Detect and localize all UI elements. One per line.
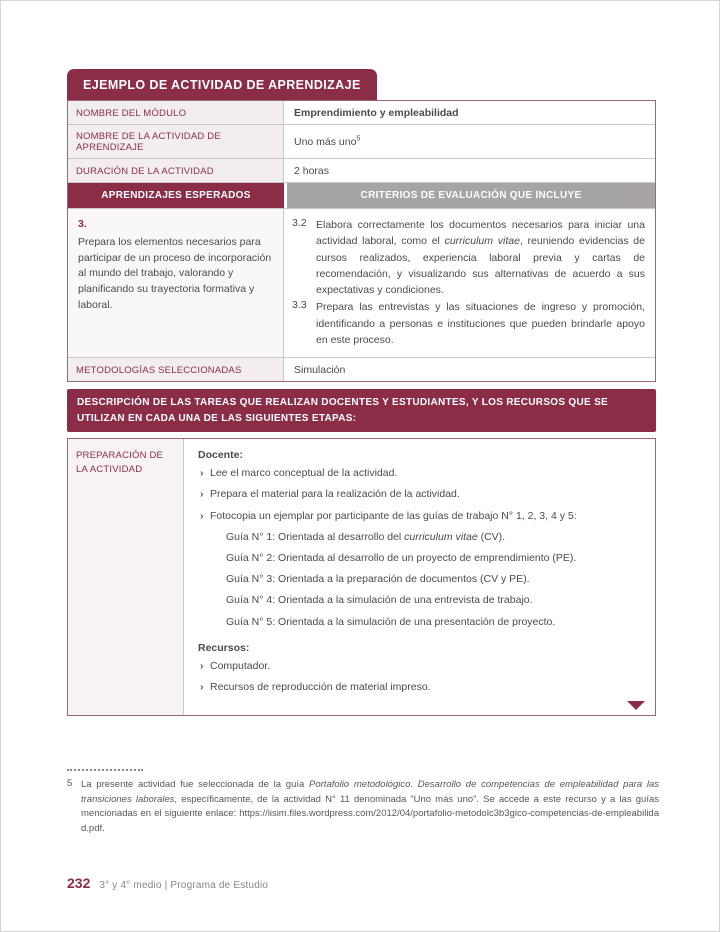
learning-content-row bbox=[68, 208, 655, 357]
activity-name-value bbox=[284, 125, 655, 158]
list-item bbox=[200, 466, 641, 481]
criterion-item bbox=[292, 217, 645, 298]
criterion-number: 3.3 bbox=[292, 299, 307, 312]
list-item bbox=[200, 509, 641, 524]
footnote-url[interactable]: https://iisim.files.wordpress.com/2012/04/portafolio-metodolc3b3gico-competencias-de-empleabilidad.pdf. bbox=[81, 808, 659, 835]
chevron-bullet-icon: › bbox=[200, 509, 204, 522]
docente-bullet-text: Lee el marco conceptual de la actividad. bbox=[210, 467, 398, 480]
list-item bbox=[200, 487, 641, 502]
footnote-separator bbox=[67, 769, 143, 771]
learning-header-row bbox=[68, 182, 655, 208]
module-name-value bbox=[284, 101, 655, 124]
criterion-text: Prepara las entrevistas y las situaciones de ingreso y promoción, identificando a personas e instituciones que pueden brindarle apoyo en este proceso. bbox=[316, 301, 645, 346]
learning-objective-number: 3. bbox=[78, 218, 87, 230]
page-footer bbox=[67, 875, 268, 891]
preparation-table bbox=[67, 438, 656, 716]
docente-heading: Docente: bbox=[198, 449, 243, 462]
recursos-heading: Recursos: bbox=[198, 641, 250, 654]
chevron-bullet-icon: › bbox=[200, 681, 204, 694]
main-content bbox=[67, 69, 656, 716]
continuation-arrow-icon bbox=[627, 701, 645, 710]
chevron-bullet-icon: › bbox=[200, 488, 204, 501]
duration-value: 2 horas bbox=[294, 165, 330, 177]
list-item bbox=[200, 659, 641, 674]
criterion-text: Elabora correctamente los documentos necesarios para iniciar una actividad laboral, como el curriculum vitae, reuniendo evidencias de cursos realizados, experiencia laboral previa y cartas de recomendación, y visualizando sus alternativas de acuerdo a sus expectativas y condiciones. bbox=[316, 219, 645, 297]
table-row bbox=[68, 101, 655, 124]
learning-objective-text: Prepara los elementos necesarios para participar de un proceso de incorporación al mundo del trabajo, valorando y planificando su trayectoria formativa y laboral. bbox=[78, 235, 272, 311]
evaluation-criteria-cell bbox=[284, 209, 655, 357]
aprendizajes-header: APRENDIZAJES ESPERADOS bbox=[68, 183, 284, 208]
page-number: 232 bbox=[67, 875, 91, 891]
table-row bbox=[68, 158, 655, 182]
chevron-bullet-icon: › bbox=[200, 659, 204, 672]
methodology-label: METODOLOGÍAS SELECCIONADAS bbox=[68, 358, 284, 381]
docente-bullet-text: Fotocopia un ejemplar por participante de las guías de trabajo N° 1, 2, 3, 4 y 5: bbox=[210, 509, 577, 522]
guide-item: Guía N° 4: Orientada a la simulación de una entrevista de trabajo. bbox=[226, 594, 533, 607]
criterios-header: CRITERIOS DE EVALUACIÓN QUE INCLUYE bbox=[284, 183, 655, 208]
recursos-bullet-text: Computador. bbox=[210, 659, 271, 672]
criterion-number: 3.2 bbox=[292, 217, 307, 229]
preparation-stage-label: PREPARACIÓN DE LA ACTIVIDAD bbox=[68, 439, 184, 715]
activity-name-text: Uno más uno$^5$ bbox=[294, 135, 361, 148]
expected-learning-cell bbox=[68, 209, 284, 357]
guide-item: Guía N° 3: Orientada a la preparación de documentos (CV y PE). bbox=[226, 573, 530, 586]
methodology-row bbox=[68, 357, 655, 381]
tasks-description-banner: DESCRIPCIÓN DE LAS TAREAS QUE REALIZAN DOCENTES Y ESTUDIANTES, Y LOS RECURSOS QUE SE UTILIZAN EN CADA UNA DE LAS SIGUIENTES ETAPAS: bbox=[67, 389, 656, 432]
duration-label: DURACIÓN DE LA ACTIVIDAD bbox=[68, 159, 284, 182]
footnote-section bbox=[67, 769, 659, 837]
preparation-content bbox=[184, 439, 655, 715]
list-item bbox=[200, 680, 641, 695]
activity-info-table bbox=[67, 100, 656, 382]
guide-item: Guía N° 5: Orientada a la simulación de una presentación de proyecto. bbox=[226, 615, 556, 628]
chevron-bullet-icon: › bbox=[200, 467, 204, 480]
footer-text: 3° y 4° medio | Programa de Estudio bbox=[99, 880, 269, 891]
footnote-item bbox=[67, 778, 659, 837]
module-name-label: NOMBRE DEL MÓDULO bbox=[68, 101, 284, 124]
activity-name-label: NOMBRE DE LA ACTIVIDAD DE APRENDIZAJE bbox=[68, 125, 284, 158]
guide-item: Guía N° 1: Orientada al desarrollo del curriculum vitae (CV). bbox=[226, 530, 506, 543]
docente-bullet-text: Prepara el material para la realización de la actividad. bbox=[210, 488, 460, 501]
recursos-bullet-text: Recursos de reproducción de material impreso. bbox=[210, 681, 431, 694]
recursos-section bbox=[198, 642, 641, 695]
footnote-text: La presente actividad fue seleccionada de la guía Portafolio metodológico. Desarrollo de competencias de empleabilidad para las transiciones laborales, específicamente, de la actividad N° 11 denominada “Uno más uno”. Se accede a este recurso y a las guías mencionadas en el siguiente enlace: https://iisim.files.wordpress.com/2012/04/portafolio-metodolc3b3gico-competencias-de-empleabilidad.pdf. bbox=[81, 779, 659, 835]
criterion-item bbox=[292, 299, 645, 348]
methodology-value: Simulación bbox=[294, 364, 346, 377]
module-name-text: Emprendimiento y empleabilidad bbox=[294, 107, 459, 119]
footnote-number: 5 bbox=[67, 778, 73, 789]
footnote-ref-marker: 5 bbox=[356, 135, 361, 143]
guide-item: Guía N° 2: Orientada al desarrollo de un proyecto de emprendimiento (PE). bbox=[226, 552, 577, 564]
activity-example-banner: EJEMPLO DE ACTIVIDAD DE APRENDIZAJE bbox=[67, 69, 377, 100]
table-row bbox=[68, 124, 655, 158]
